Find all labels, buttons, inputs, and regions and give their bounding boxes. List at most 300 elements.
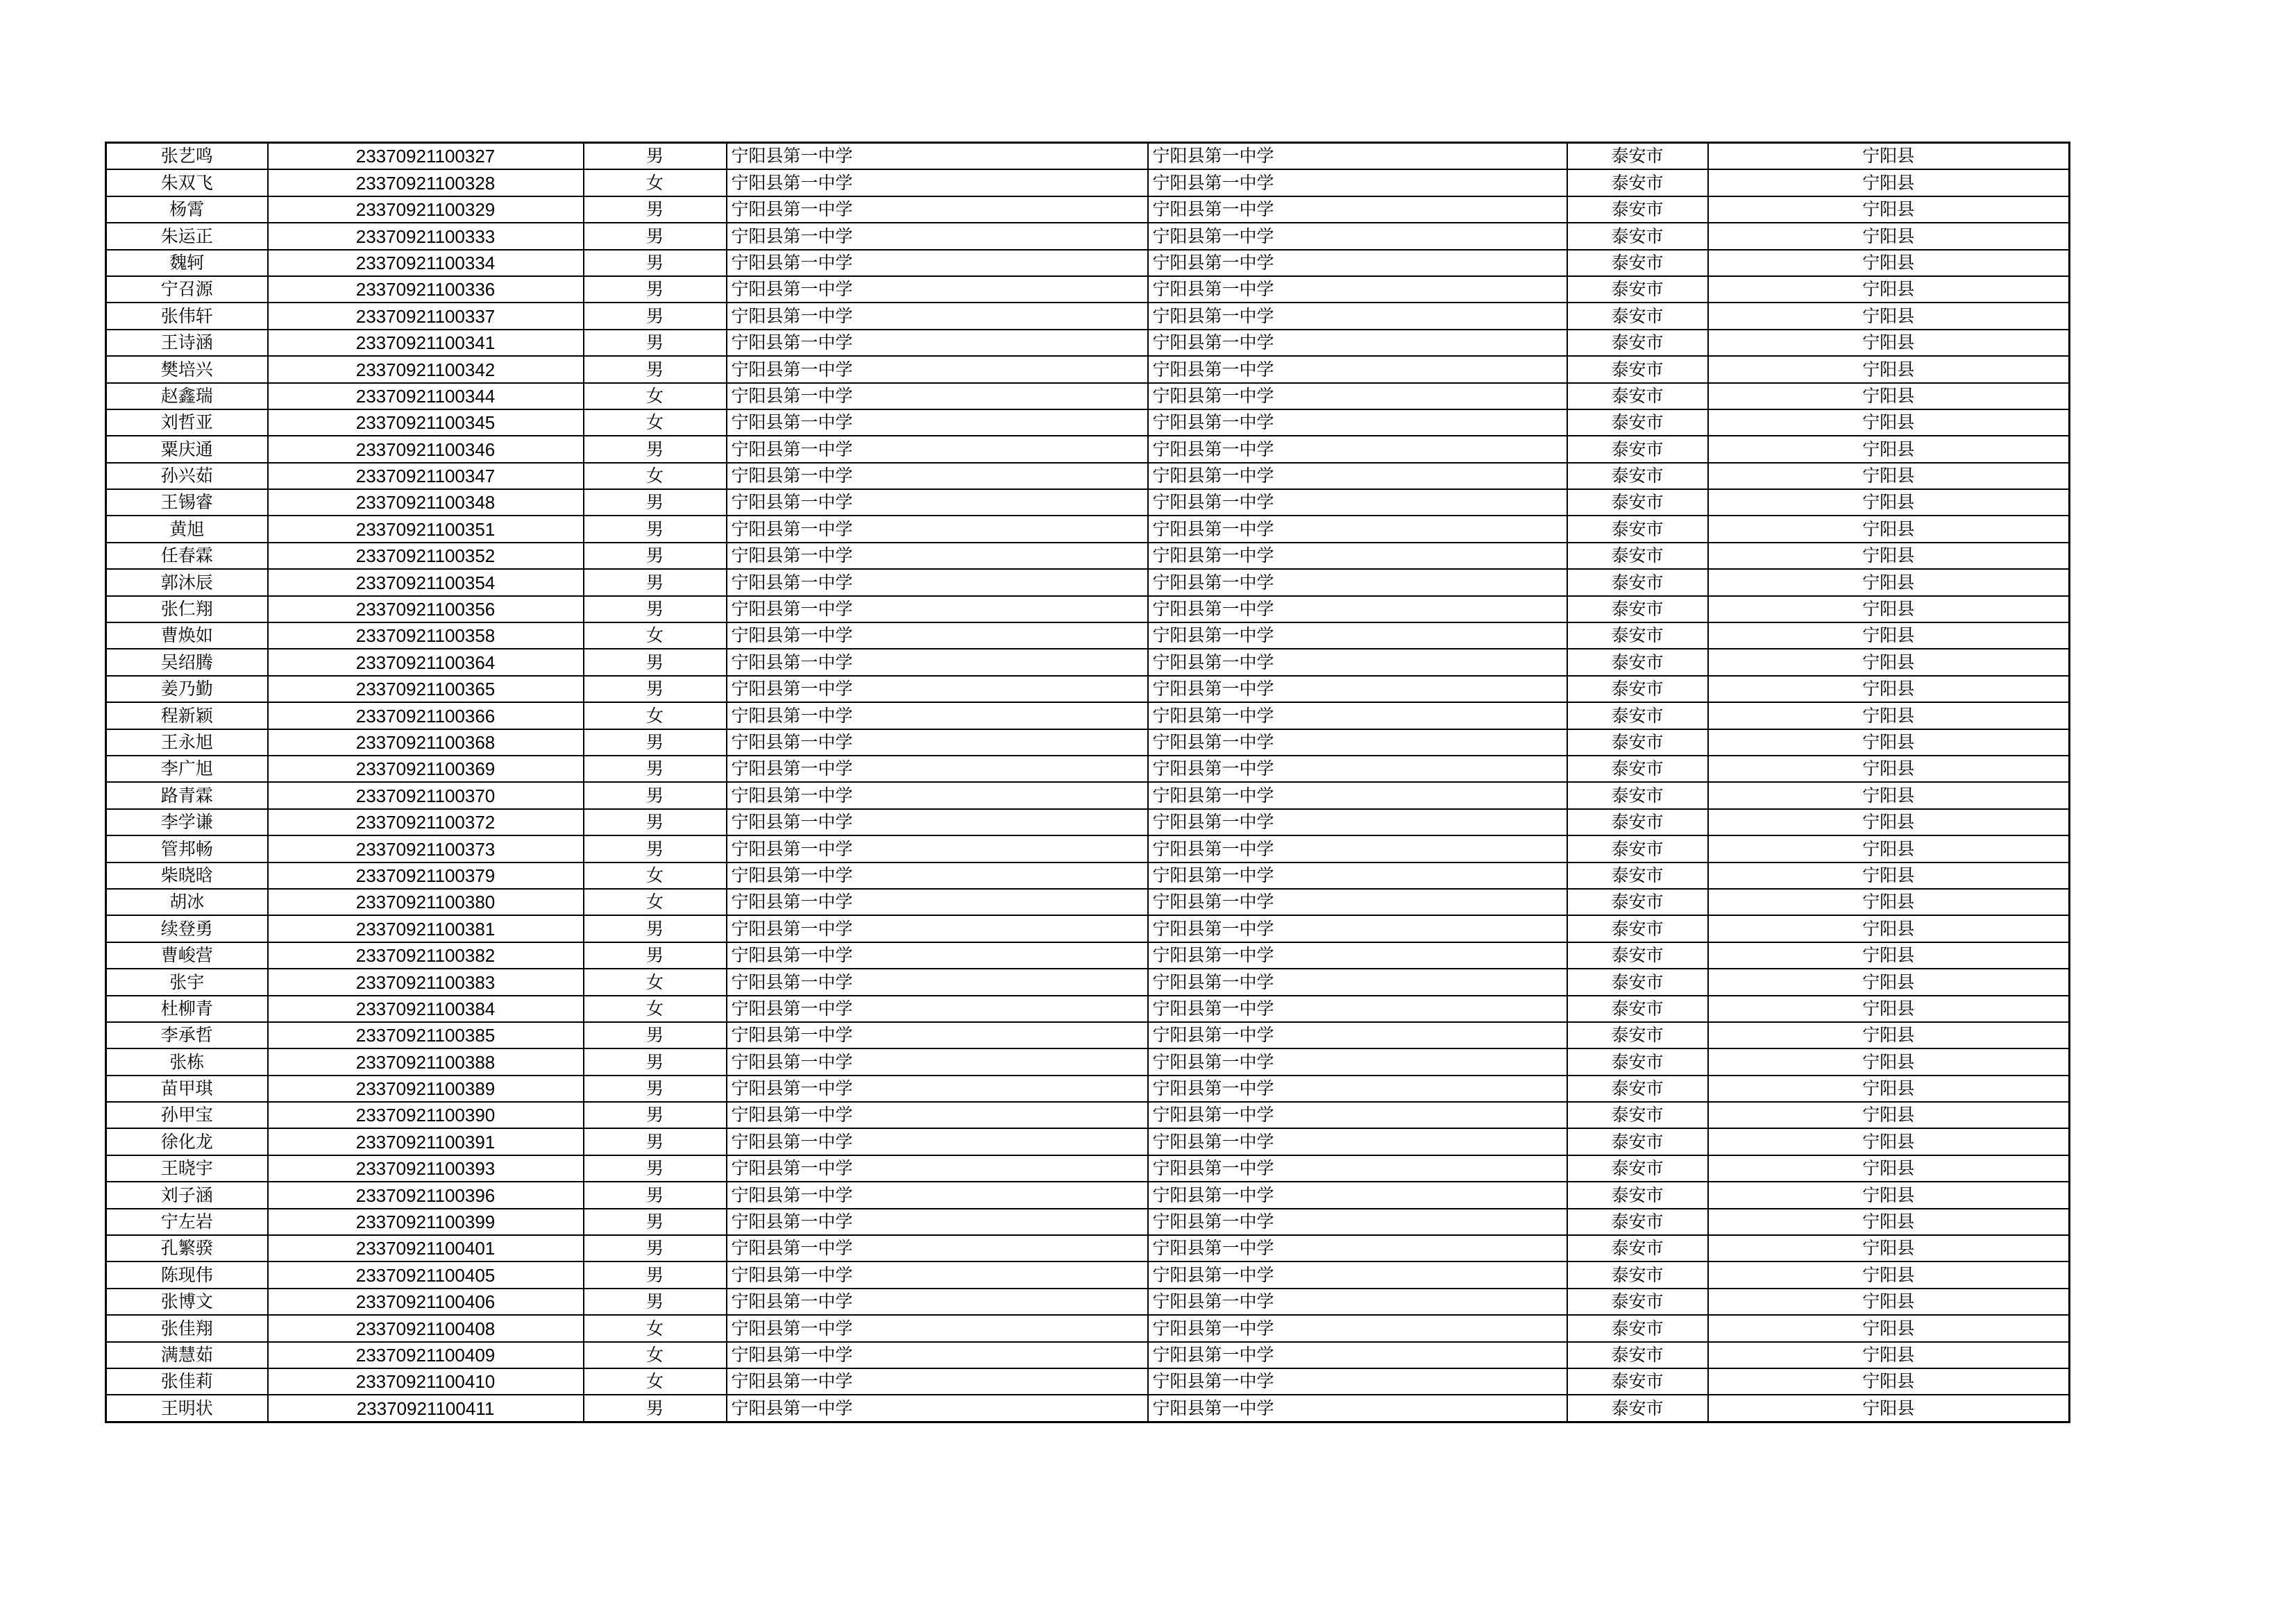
gender-cell: 男 (584, 196, 727, 223)
city-cell: 泰安市 (1567, 782, 1708, 808)
table-row (106, 1235, 2070, 1261)
exam-id-cell: 23370921100396 (268, 1182, 584, 1208)
county-cell: 宁阳县 (1708, 942, 2070, 969)
table-row (106, 569, 2070, 595)
student-name-cell: 曹峻营 (106, 942, 268, 969)
student-table (105, 142, 2070, 1423)
table-row (106, 1315, 2070, 1341)
school-cell: 宁阳县第一中学 (727, 250, 1148, 276)
exam-id-cell: 23370921100385 (268, 1022, 584, 1048)
gender-cell: 男 (584, 330, 727, 356)
table-row (106, 356, 2070, 382)
city-cell: 泰安市 (1567, 569, 1708, 595)
city-cell: 泰安市 (1567, 1395, 1708, 1422)
gender-cell: 男 (584, 596, 727, 622)
gender-cell: 男 (584, 649, 727, 675)
student-name-cell: 李承哲 (106, 1022, 268, 1048)
gender-cell: 男 (584, 1076, 727, 1102)
school-cell: 宁阳县第一中学 (727, 143, 1148, 170)
gender-cell: 男 (584, 915, 727, 942)
city-cell: 泰安市 (1567, 996, 1708, 1022)
gender-cell: 男 (584, 1289, 727, 1315)
city-cell: 泰安市 (1567, 436, 1708, 462)
county-cell: 宁阳县 (1708, 1128, 2070, 1155)
table-row (106, 276, 2070, 303)
student-name-cell: 李学谦 (106, 809, 268, 835)
exam-site-cell: 宁阳县第一中学 (1148, 250, 1567, 276)
student-name-cell: 张仁翔 (106, 596, 268, 622)
student-name-cell: 张佳翔 (106, 1315, 268, 1341)
gender-cell: 女 (584, 996, 727, 1022)
school-cell: 宁阳县第一中学 (727, 969, 1148, 995)
city-cell: 泰安市 (1567, 169, 1708, 196)
gender-cell: 女 (584, 702, 727, 729)
exam-site-cell: 宁阳县第一中学 (1148, 1368, 1567, 1395)
exam-id-cell: 23370921100356 (268, 596, 584, 622)
school-cell: 宁阳县第一中学 (727, 356, 1148, 382)
gender-cell: 男 (584, 1022, 727, 1048)
student-name-cell: 宁召源 (106, 276, 268, 303)
table-row (106, 889, 2070, 915)
city-cell: 泰安市 (1567, 1076, 1708, 1102)
school-cell: 宁阳县第一中学 (727, 1235, 1148, 1261)
city-cell: 泰安市 (1567, 915, 1708, 942)
county-cell: 宁阳县 (1708, 809, 2070, 835)
table-row (106, 942, 2070, 969)
exam-id-cell: 23370921100410 (268, 1368, 584, 1395)
gender-cell: 男 (584, 543, 727, 569)
school-cell: 宁阳县第一中学 (727, 543, 1148, 569)
student-name-cell: 王晓宇 (106, 1155, 268, 1182)
student-name-cell: 柴晓晗 (106, 863, 268, 889)
exam-site-cell: 宁阳县第一中学 (1148, 436, 1567, 462)
exam-id-cell: 23370921100390 (268, 1102, 584, 1128)
gender-cell: 男 (584, 809, 727, 835)
exam-id-cell: 23370921100380 (268, 889, 584, 915)
city-cell: 泰安市 (1567, 489, 1708, 516)
exam-site-cell: 宁阳县第一中学 (1148, 143, 1567, 170)
exam-site-cell: 宁阳县第一中学 (1148, 596, 1567, 622)
county-cell: 宁阳县 (1708, 756, 2070, 782)
exam-site-cell: 宁阳县第一中学 (1148, 1261, 1567, 1288)
county-cell: 宁阳县 (1708, 1368, 2070, 1395)
city-cell: 泰安市 (1567, 1155, 1708, 1182)
school-cell: 宁阳县第一中学 (727, 756, 1148, 782)
city-cell: 泰安市 (1567, 622, 1708, 649)
city-cell: 泰安市 (1567, 330, 1708, 356)
county-cell: 宁阳县 (1708, 676, 2070, 702)
county-cell: 宁阳县 (1708, 250, 2070, 276)
school-cell: 宁阳县第一中学 (727, 996, 1148, 1022)
city-cell: 泰安市 (1567, 250, 1708, 276)
exam-id-cell: 23370921100409 (268, 1342, 584, 1368)
school-cell: 宁阳县第一中学 (727, 596, 1148, 622)
student-name-cell: 程新颖 (106, 702, 268, 729)
table-row (106, 303, 2070, 329)
exam-site-cell: 宁阳县第一中学 (1148, 863, 1567, 889)
student-name-cell: 路青霖 (106, 782, 268, 808)
student-name-cell: 姜乃勤 (106, 676, 268, 702)
gender-cell: 男 (584, 569, 727, 595)
city-cell: 泰安市 (1567, 1261, 1708, 1288)
county-cell: 宁阳县 (1708, 969, 2070, 995)
city-cell: 泰安市 (1567, 356, 1708, 382)
county-cell: 宁阳县 (1708, 516, 2070, 542)
exam-site-cell: 宁阳县第一中学 (1148, 809, 1567, 835)
table-row (106, 676, 2070, 702)
exam-site-cell: 宁阳县第一中学 (1148, 915, 1567, 942)
county-cell: 宁阳县 (1708, 409, 2070, 436)
student-name-cell: 朱运正 (106, 223, 268, 249)
gender-cell: 男 (584, 1102, 727, 1128)
school-cell: 宁阳县第一中学 (727, 436, 1148, 462)
exam-site-cell: 宁阳县第一中学 (1148, 276, 1567, 303)
school-cell: 宁阳县第一中学 (727, 1048, 1148, 1075)
table-body (106, 143, 2070, 1422)
county-cell: 宁阳县 (1708, 649, 2070, 675)
table-row (106, 729, 2070, 756)
school-cell: 宁阳县第一中学 (727, 1155, 1148, 1182)
gender-cell: 男 (584, 303, 727, 329)
exam-id-cell: 23370921100405 (268, 1261, 584, 1288)
city-cell: 泰安市 (1567, 463, 1708, 489)
exam-id-cell: 23370921100334 (268, 250, 584, 276)
gender-cell: 男 (584, 756, 727, 782)
school-cell: 宁阳县第一中学 (727, 489, 1148, 516)
table-row (106, 1261, 2070, 1288)
exam-site-cell: 宁阳县第一中学 (1148, 569, 1567, 595)
school-cell: 宁阳县第一中学 (727, 1368, 1148, 1395)
student-name-cell: 张伟轩 (106, 303, 268, 329)
student-name-cell: 续登勇 (106, 915, 268, 942)
city-cell: 泰安市 (1567, 1128, 1708, 1155)
student-name-cell: 陈现伟 (106, 1261, 268, 1288)
county-cell: 宁阳县 (1708, 543, 2070, 569)
student-name-cell: 赵鑫瑞 (106, 383, 268, 409)
table-row (106, 1289, 2070, 1315)
school-cell: 宁阳县第一中学 (727, 330, 1148, 356)
student-name-cell: 张博文 (106, 1289, 268, 1315)
exam-site-cell: 宁阳县第一中学 (1148, 1128, 1567, 1155)
gender-cell: 女 (584, 1342, 727, 1368)
gender-cell: 男 (584, 356, 727, 382)
school-cell: 宁阳县第一中学 (727, 1182, 1148, 1208)
exam-site-cell: 宁阳县第一中学 (1148, 409, 1567, 436)
city-cell: 泰安市 (1567, 1048, 1708, 1075)
city-cell: 泰安市 (1567, 756, 1708, 782)
table-row (106, 330, 2070, 356)
exam-id-cell: 23370921100345 (268, 409, 584, 436)
county-cell: 宁阳县 (1708, 863, 2070, 889)
exam-id-cell: 23370921100381 (268, 915, 584, 942)
exam-site-cell: 宁阳县第一中学 (1148, 996, 1567, 1022)
exam-id-cell: 23370921100399 (268, 1209, 584, 1235)
school-cell: 宁阳县第一中学 (727, 169, 1148, 196)
city-cell: 泰安市 (1567, 516, 1708, 542)
county-cell: 宁阳县 (1708, 996, 2070, 1022)
city-cell: 泰安市 (1567, 1289, 1708, 1315)
county-cell: 宁阳县 (1708, 463, 2070, 489)
student-name-cell: 张栋 (106, 1048, 268, 1075)
exam-site-cell: 宁阳县第一中学 (1148, 383, 1567, 409)
exam-id-cell: 23370921100368 (268, 729, 584, 756)
table-row (106, 463, 2070, 489)
county-cell: 宁阳县 (1708, 196, 2070, 223)
exam-site-cell: 宁阳县第一中学 (1148, 1182, 1567, 1208)
city-cell: 泰安市 (1567, 835, 1708, 862)
exam-site-cell: 宁阳县第一中学 (1148, 1395, 1567, 1422)
student-name-cell: 朱双飞 (106, 169, 268, 196)
school-cell: 宁阳县第一中学 (727, 569, 1148, 595)
student-name-cell: 孔繁骙 (106, 1235, 268, 1261)
exam-site-cell: 宁阳县第一中学 (1148, 889, 1567, 915)
county-cell: 宁阳县 (1708, 782, 2070, 808)
exam-id-cell: 23370921100411 (268, 1395, 584, 1422)
county-cell: 宁阳县 (1708, 383, 2070, 409)
county-cell: 宁阳县 (1708, 276, 2070, 303)
school-cell: 宁阳县第一中学 (727, 196, 1148, 223)
city-cell: 泰安市 (1567, 143, 1708, 170)
exam-site-cell: 宁阳县第一中学 (1148, 756, 1567, 782)
county-cell: 宁阳县 (1708, 915, 2070, 942)
exam-id-cell: 23370921100373 (268, 835, 584, 862)
county-cell: 宁阳县 (1708, 1155, 2070, 1182)
student-name-cell: 杜柳青 (106, 996, 268, 1022)
school-cell: 宁阳县第一中学 (727, 942, 1148, 969)
exam-id-cell: 23370921100358 (268, 622, 584, 649)
table-row (106, 489, 2070, 516)
city-cell: 泰安市 (1567, 383, 1708, 409)
exam-id-cell: 23370921100379 (268, 863, 584, 889)
county-cell: 宁阳县 (1708, 356, 2070, 382)
school-cell: 宁阳县第一中学 (727, 1076, 1148, 1102)
school-cell: 宁阳县第一中学 (727, 649, 1148, 675)
school-cell: 宁阳县第一中学 (727, 729, 1148, 756)
exam-site-cell: 宁阳县第一中学 (1148, 1315, 1567, 1341)
city-cell: 泰安市 (1567, 543, 1708, 569)
county-cell: 宁阳县 (1708, 169, 2070, 196)
exam-site-cell: 宁阳县第一中学 (1148, 356, 1567, 382)
table-row (106, 169, 2070, 196)
table-row (106, 143, 2070, 170)
table-row (106, 250, 2070, 276)
exam-id-cell: 23370921100329 (268, 196, 584, 223)
county-cell: 宁阳县 (1708, 1209, 2070, 1235)
city-cell: 泰安市 (1567, 676, 1708, 702)
exam-site-cell: 宁阳县第一中学 (1148, 1155, 1567, 1182)
table-row (106, 702, 2070, 729)
city-cell: 泰安市 (1567, 729, 1708, 756)
gender-cell: 男 (584, 223, 727, 249)
city-cell: 泰安市 (1567, 303, 1708, 329)
student-name-cell: 王诗涵 (106, 330, 268, 356)
school-cell: 宁阳县第一中学 (727, 889, 1148, 915)
table-row (106, 649, 2070, 675)
city-cell: 泰安市 (1567, 1209, 1708, 1235)
table-row (106, 969, 2070, 995)
school-cell: 宁阳县第一中学 (727, 1289, 1148, 1315)
exam-id-cell: 23370921100333 (268, 223, 584, 249)
student-name-cell: 王锡睿 (106, 489, 268, 516)
gender-cell: 男 (584, 1209, 727, 1235)
city-cell: 泰安市 (1567, 223, 1708, 249)
gender-cell: 男 (584, 676, 727, 702)
school-cell: 宁阳县第一中学 (727, 1342, 1148, 1368)
gender-cell: 男 (584, 1048, 727, 1075)
city-cell: 泰安市 (1567, 1102, 1708, 1128)
school-cell: 宁阳县第一中学 (727, 676, 1148, 702)
county-cell: 宁阳县 (1708, 1289, 2070, 1315)
gender-cell: 男 (584, 1235, 727, 1261)
county-cell: 宁阳县 (1708, 889, 2070, 915)
table-row (106, 809, 2070, 835)
school-cell: 宁阳县第一中学 (727, 409, 1148, 436)
gender-cell: 男 (584, 1261, 727, 1288)
county-cell: 宁阳县 (1708, 1022, 2070, 1048)
exam-id-cell: 23370921100391 (268, 1128, 584, 1155)
exam-id-cell: 23370921100393 (268, 1155, 584, 1182)
student-name-cell: 张宇 (106, 969, 268, 995)
table-row (106, 1102, 2070, 1128)
city-cell: 泰安市 (1567, 942, 1708, 969)
gender-cell: 男 (584, 1128, 727, 1155)
school-cell: 宁阳县第一中学 (727, 276, 1148, 303)
exam-id-cell: 23370921100364 (268, 649, 584, 675)
school-cell: 宁阳县第一中学 (727, 782, 1148, 808)
school-cell: 宁阳县第一中学 (727, 1315, 1148, 1341)
school-cell: 宁阳县第一中学 (727, 463, 1148, 489)
exam-id-cell: 23370921100388 (268, 1048, 584, 1075)
student-name-cell: 黄旭 (106, 516, 268, 542)
exam-site-cell: 宁阳县第一中学 (1148, 330, 1567, 356)
exam-site-cell: 宁阳县第一中学 (1148, 782, 1567, 808)
school-cell: 宁阳县第一中学 (727, 835, 1148, 862)
exam-site-cell: 宁阳县第一中学 (1148, 729, 1567, 756)
table-row (106, 915, 2070, 942)
table-row (106, 1022, 2070, 1048)
county-cell: 宁阳县 (1708, 702, 2070, 729)
school-cell: 宁阳县第一中学 (727, 915, 1148, 942)
exam-id-cell: 23370921100344 (268, 383, 584, 409)
table-row (106, 223, 2070, 249)
student-name-cell: 杨霄 (106, 196, 268, 223)
exam-site-cell: 宁阳县第一中学 (1148, 1342, 1567, 1368)
exam-id-cell: 23370921100341 (268, 330, 584, 356)
city-cell: 泰安市 (1567, 702, 1708, 729)
table-row (106, 996, 2070, 1022)
exam-id-cell: 23370921100327 (268, 143, 584, 170)
exam-site-cell: 宁阳县第一中学 (1148, 1022, 1567, 1048)
county-cell: 宁阳县 (1708, 596, 2070, 622)
exam-site-cell: 宁阳县第一中学 (1148, 1048, 1567, 1075)
student-name-cell: 樊培兴 (106, 356, 268, 382)
county-cell: 宁阳县 (1708, 1235, 2070, 1261)
gender-cell: 女 (584, 169, 727, 196)
student-name-cell: 魏轲 (106, 250, 268, 276)
student-name-cell: 孙甲宝 (106, 1102, 268, 1128)
exam-site-cell: 宁阳县第一中学 (1148, 196, 1567, 223)
city-cell: 泰安市 (1567, 969, 1708, 995)
gender-cell: 男 (584, 1395, 727, 1422)
city-cell: 泰安市 (1567, 1022, 1708, 1048)
exam-site-cell: 宁阳县第一中学 (1148, 969, 1567, 995)
gender-cell: 女 (584, 622, 727, 649)
gender-cell: 男 (584, 729, 727, 756)
gender-cell: 女 (584, 969, 727, 995)
exam-id-cell: 23370921100383 (268, 969, 584, 995)
table-row (106, 383, 2070, 409)
table-row (106, 1209, 2070, 1235)
city-cell: 泰安市 (1567, 863, 1708, 889)
gender-cell: 女 (584, 1315, 727, 1341)
exam-site-cell: 宁阳县第一中学 (1148, 489, 1567, 516)
exam-site-cell: 宁阳县第一中学 (1148, 1289, 1567, 1315)
exam-site-cell: 宁阳县第一中学 (1148, 516, 1567, 542)
exam-site-cell: 宁阳县第一中学 (1148, 702, 1567, 729)
student-name-cell: 王永旭 (106, 729, 268, 756)
gender-cell: 女 (584, 463, 727, 489)
county-cell: 宁阳县 (1708, 1261, 2070, 1288)
exam-id-cell: 23370921100408 (268, 1315, 584, 1341)
student-name-cell: 吴绍腾 (106, 649, 268, 675)
county-cell: 宁阳县 (1708, 143, 2070, 170)
school-cell: 宁阳县第一中学 (727, 383, 1148, 409)
exam-id-cell: 23370921100372 (268, 809, 584, 835)
exam-site-cell: 宁阳县第一中学 (1148, 835, 1567, 862)
table-row (106, 1368, 2070, 1395)
table-row (106, 1076, 2070, 1102)
student-name-cell: 胡冰 (106, 889, 268, 915)
county-cell: 宁阳县 (1708, 1048, 2070, 1075)
gender-cell: 女 (584, 409, 727, 436)
exam-id-cell: 23370921100347 (268, 463, 584, 489)
exam-id-cell: 23370921100346 (268, 436, 584, 462)
table-row (106, 622, 2070, 649)
city-cell: 泰安市 (1567, 1235, 1708, 1261)
exam-site-cell: 宁阳县第一中学 (1148, 1102, 1567, 1128)
gender-cell: 男 (584, 516, 727, 542)
table-row (106, 1395, 2070, 1422)
exam-id-cell: 23370921100328 (268, 169, 584, 196)
county-cell: 宁阳县 (1708, 489, 2070, 516)
exam-id-cell: 23370921100401 (268, 1235, 584, 1261)
county-cell: 宁阳县 (1708, 330, 2070, 356)
exam-id-cell: 23370921100365 (268, 676, 584, 702)
gender-cell: 男 (584, 942, 727, 969)
city-cell: 泰安市 (1567, 809, 1708, 835)
city-cell: 泰安市 (1567, 1315, 1708, 1341)
city-cell: 泰安市 (1567, 409, 1708, 436)
exam-id-cell: 23370921100348 (268, 489, 584, 516)
exam-id-cell: 23370921100406 (268, 1289, 584, 1315)
county-cell: 宁阳县 (1708, 1315, 2070, 1341)
exam-site-cell: 宁阳县第一中学 (1148, 303, 1567, 329)
table-row (106, 409, 2070, 436)
county-cell: 宁阳县 (1708, 1182, 2070, 1208)
school-cell: 宁阳县第一中学 (727, 516, 1148, 542)
city-cell: 泰安市 (1567, 1182, 1708, 1208)
table-row (106, 436, 2070, 462)
gender-cell: 男 (584, 835, 727, 862)
county-cell: 宁阳县 (1708, 1395, 2070, 1422)
county-cell: 宁阳县 (1708, 436, 2070, 462)
school-cell: 宁阳县第一中学 (727, 702, 1148, 729)
exam-site-cell: 宁阳县第一中学 (1148, 676, 1567, 702)
county-cell: 宁阳县 (1708, 223, 2070, 249)
student-name-cell: 满慧茹 (106, 1342, 268, 1368)
county-cell: 宁阳县 (1708, 569, 2070, 595)
exam-id-cell: 23370921100369 (268, 756, 584, 782)
